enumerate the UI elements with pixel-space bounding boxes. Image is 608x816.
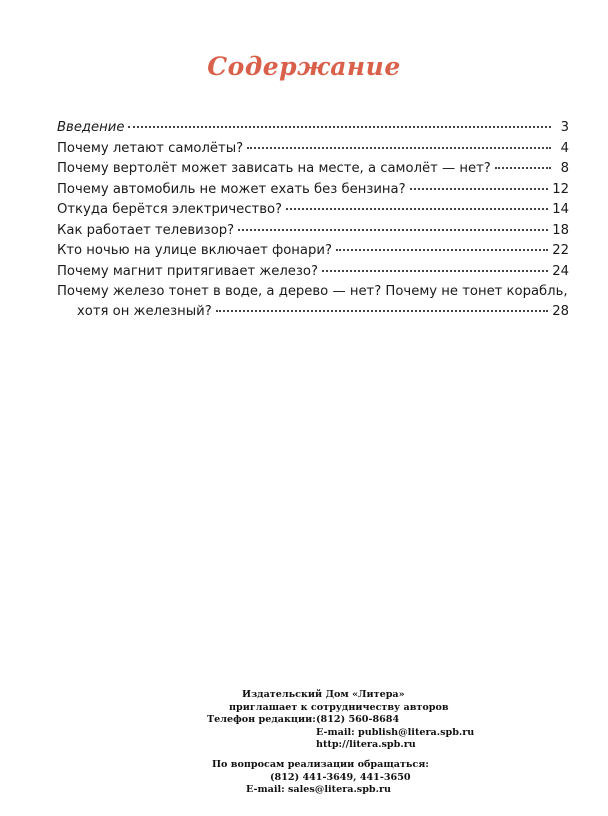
toc-entry-page: 14 <box>552 202 569 217</box>
toc-entry-title: Откуда берётся электричество? <box>57 202 283 217</box>
publisher-invite: приглашает к сотрудничеству авторов <box>229 701 449 713</box>
toc-entry-title: Почему магнит притягивает железо? <box>57 263 318 279</box>
toc-entry <box>57 241 569 262</box>
phone-label: Телефон редакции: <box>207 714 316 725</box>
toc-entry-title: Почему летают самолёты? <box>57 140 244 156</box>
toc-leader-dots <box>322 269 548 272</box>
toc-entry <box>57 159 569 180</box>
table-of-contents <box>57 118 569 322</box>
toc-leader-dots <box>216 309 549 312</box>
toc-entry <box>57 139 569 160</box>
toc-entry-title-continued: хотя он железный? <box>77 304 212 319</box>
toc-entry <box>57 282 569 322</box>
toc-entry-page: 8 <box>560 161 569 176</box>
toc-entry-page: 24 <box>552 263 569 279</box>
sales-phone: (812) 441-3649, 441-3650 <box>270 771 411 783</box>
toc-entry-title: Введение <box>57 120 125 135</box>
toc-leader-dots <box>410 187 549 190</box>
toc-entry-page: 18 <box>552 222 569 238</box>
toc-entry <box>57 200 569 221</box>
toc-leader-dots <box>336 248 548 251</box>
page-title: Содержание <box>207 52 401 81</box>
sales-email: E-mail: sales@litera.spb.ru <box>246 784 391 795</box>
toc-entry-title: Почему вертолёт может зависать на месте, а самолёт — нет? <box>57 161 491 176</box>
toc-leader-dots <box>286 207 548 210</box>
toc-entry-page: 28 <box>552 304 569 319</box>
editorial-email: E-mail: publish@litera.spb.ru <box>316 726 475 738</box>
toc-entry <box>57 180 569 201</box>
toc-leader-dots <box>238 228 548 231</box>
toc-entry-page: 12 <box>552 181 569 197</box>
toc-leader-dots <box>495 166 551 169</box>
toc-entry-title: Почему автомобиль не может ехать без бензина? <box>57 181 406 197</box>
toc-entry <box>57 118 569 139</box>
toc-leader-dots <box>128 125 551 128</box>
toc-leader-dots <box>247 146 551 149</box>
phone-number: (812) 560-8684 <box>316 714 400 725</box>
toc-entry <box>57 262 569 283</box>
toc-entry-page: 3 <box>560 120 569 135</box>
toc-entry-title: Почему железо тонет в воде, а дерево — нет? Почему не тонет корабль, <box>57 284 568 299</box>
toc-entry-page: 4 <box>560 140 569 156</box>
toc-entry-title: Кто ночью на улице включает фонари? <box>57 243 332 258</box>
website: http://litera.spb.ru <box>316 739 416 750</box>
toc-entry-title: Как работает телевизор? <box>57 222 235 238</box>
toc-entry <box>57 221 569 242</box>
publisher-name: Издательский Дом «Литера» <box>242 689 405 700</box>
toc-entry-page: 22 <box>552 243 569 258</box>
sales-label: По вопросам реализации обращаться: <box>212 759 429 770</box>
